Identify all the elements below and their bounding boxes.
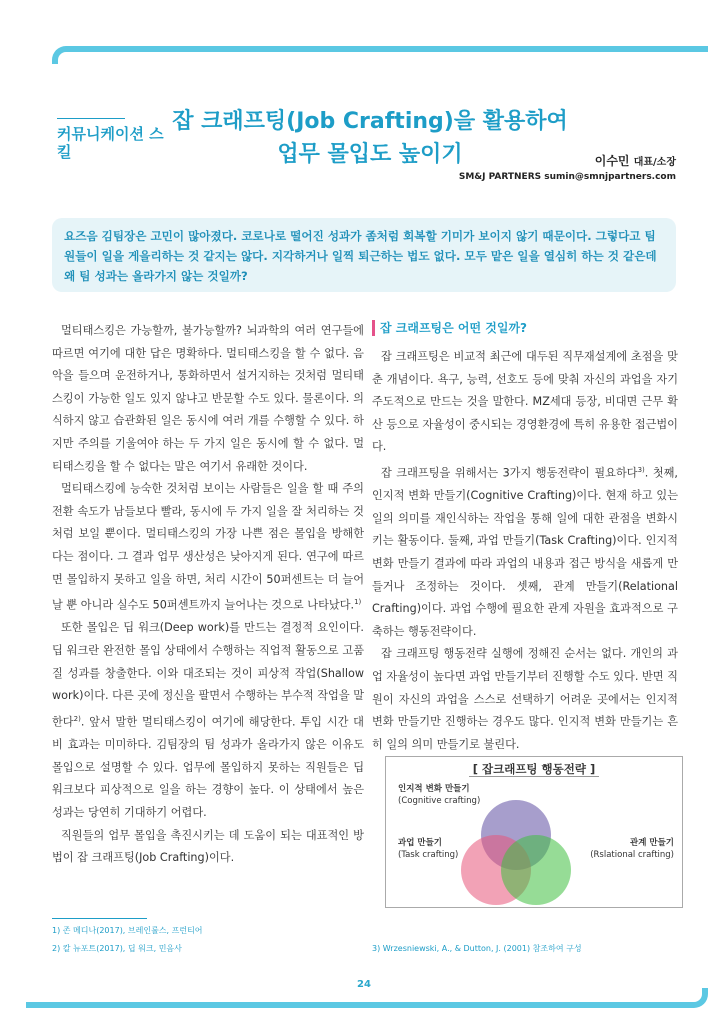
left-column [52, 320, 364, 870]
lead-box: 요즈음 김팀장은 고민이 많아졌다. 코로나로 떨어진 성과가 좀처럼 회복할 기미가 보이지 않기 때문이다. 그렇다고 팀원들이 일을 게을리하는 것 같지는 않다. 지각하거나 일찍 퇴근하는 법도 없다. 모두 맡은 일을 열심히 하는 것 같은데 왜 팀 성과는 올라가지 않는 것일까? [52, 218, 676, 292]
page-title [160, 105, 580, 171]
footnote-ref: 3) [637, 465, 645, 474]
top-frame [52, 46, 708, 64]
footnote-ref: 1) [354, 598, 362, 607]
relational-label: 관계 만들기 (Rslational crafting) [590, 838, 674, 860]
page-number: 24 [357, 979, 371, 990]
relational-circle [501, 835, 571, 905]
paragraph: 잡 크래프팅을 위해서는 3가지 행동전략이 필요하다$^{3)}$. 첫째, 인지적 변화 만들기(Cognitive Crafting)이다. 현재 하고 있는 일의 의미를 재인식하는 작업을 통해 일에 대한 관점을 변화시키는 활동이다. 둘째, 과업 만들기(Task Crafting)이다. 인지적 변화 만들기 결과에 따라 과업의 내용과 접근 방식을 새롭게 만들거나 조정하는 것이다. 셋째, 관계 만들기(Relational Crafting)이다. 과업 수행에 필요한 관계 자원을 효과적으로 구축하는 행동전략이다. [372, 465, 678, 638]
section-rule [57, 118, 125, 119]
footnote-1: 1) 존 메디나(2017), 브레인룰스, 프런티어 [52, 926, 203, 935]
subheading: 잡 크래프팅은 어떤 것일까? [372, 320, 678, 336]
paragraph: 잡 크래프팅은 비교적 최근에 대두된 직무재설계에 초점을 맞춘 개념이다. 욕구, 능력, 선호도 등에 맞춰 자신의 과업을 자기 주도적으로 만드는 것을 말한다. MZ세대 등장, 비대면 근무 확산 등으로 자율성이 중시되는 경영환경에 특히 유용한 접근법이다. [372, 350, 678, 454]
title-line-2: 업무 몰입도 높이기 [277, 142, 463, 167]
author [595, 152, 676, 169]
footnote-3: 3) Wrzesniewski, A., & Dutton, J. (2001) 참조하여 구성 [372, 944, 582, 953]
venn-diagram [385, 756, 683, 908]
author-role: 대표/소장 [633, 157, 676, 168]
task-label: 과업 만들기 (Task crafting) [398, 838, 459, 860]
diagram-title: [ 잡크래프팅 행동전략 ] [386, 761, 682, 777]
footnote-2: 2) 칼 뉴포트(2017), 딥 워크, 민음사 [52, 944, 182, 953]
bottom-frame [26, 988, 708, 1008]
paragraph: 멀티태스킹은 가능할까, 불가능할까? 뇌과학의 여러 연구들에 따르면 여기에 대한 답은 명확하다. 멀티태스킹을 할 수 없다. 음악을 들으며 운전하거나, 통화하면서 설거지하는 것처럼 멀티태스킹이 가능한 일도 있지 않냐고 반문할 수도 있다. 물론이다. 의식하지 않고 습관화된 일은 동시에 여러 개를 수행할 수 있다. 하지만 주의를 기울여야 하는 두 가지 일은 동시에 할 수 없다. 멀티태스킹을 할 수 없다는 말은 여기서 유래한 것이다. [52, 324, 364, 473]
paragraph: 잡 크래프팅 행동전략 실행에 정해진 순서는 없다. 개인의 과업 자율성이 높다면 과업 만들기부터 진행할 수도 있다. 반면 직원이 자신의 과업을 스스로 선택하기 어려운 곳에서는 인지적 변화 만들기만 진행하는 경우도 많다. 인지적 변화 만들기는 흔히 일의 의미 만들기로 불린다. [372, 647, 678, 751]
title-line-1: 잡 크래프팅(Job Crafting)을 활용하여 [172, 109, 568, 134]
footnote-ref: 2) [73, 714, 81, 723]
right-column [372, 320, 678, 756]
author-company: SM&J PARTNERS sumin@smnjpartners.com [458, 172, 676, 182]
paragraph: 직원들의 업무 몰입을 촉진시키는 데 도움이 되는 대표적인 방법이 잡 크래프팅(Job Crafting)이다. [52, 828, 364, 865]
section-label-text: 커뮤니케이션 스킬 [57, 125, 164, 161]
paragraph: 멀티태스킹에 능숙한 것처럼 보이는 사람들은 일을 할 때 주의 전환 속도가 남들보다 빨라, 동시에 두 가지 일을 잘 처리하는 것처럼 보일 뿐이다. 멀티태스킹의 가장 나쁜 점은 몰입을 방해한다는 점이다. 그 결과 업무 생산성은 낮아지게 된다. 연구에 따르면 몰입하지 못하고 일을 하면, 처리 시간이 50퍼센트는 더 늘어날 뿐 아니라 실수도 50퍼센트까지 늘어나는 것으로 나타났다.$^{1)}$ [52, 482, 364, 612]
venn-svg [386, 757, 682, 907]
author-name: 이수민 [594, 154, 630, 168]
paragraph: 또한 몰입은 딥 워크(Deep work)를 만드는 결정적 요인이다. 딥 워크란 완전한 몰입 상태에서 수행하는 직업적 활동으로 고품질 성과를 창출한다. 이와 대조되는 것이 피상적 작업(Shallow work)이다. 다른 곳에 정신을 팔면서 수행하는 부수적 작업을 말한다$^{2)}$. 앞서 말한 멀티태스킹이 여기에 해당한다. 투입 시간 대비 효과는 미미하다. 김팀장의 팀 성과가 올라가지 않은 이유도 몰입으로 설명할 수 있다. 업무에 몰입하지 못하는 직원들은 딥 워크보다 피상적으로 일을 하는 경향이 높다. 이 상태에서 높은 성과는 당연히 기대하기 어렵다. [52, 621, 365, 819]
section-label [57, 118, 167, 161]
cognitive-label: 인지적 변화 만들기 (Cognitive crafting) [398, 784, 481, 806]
footnote-rule [52, 918, 147, 919]
